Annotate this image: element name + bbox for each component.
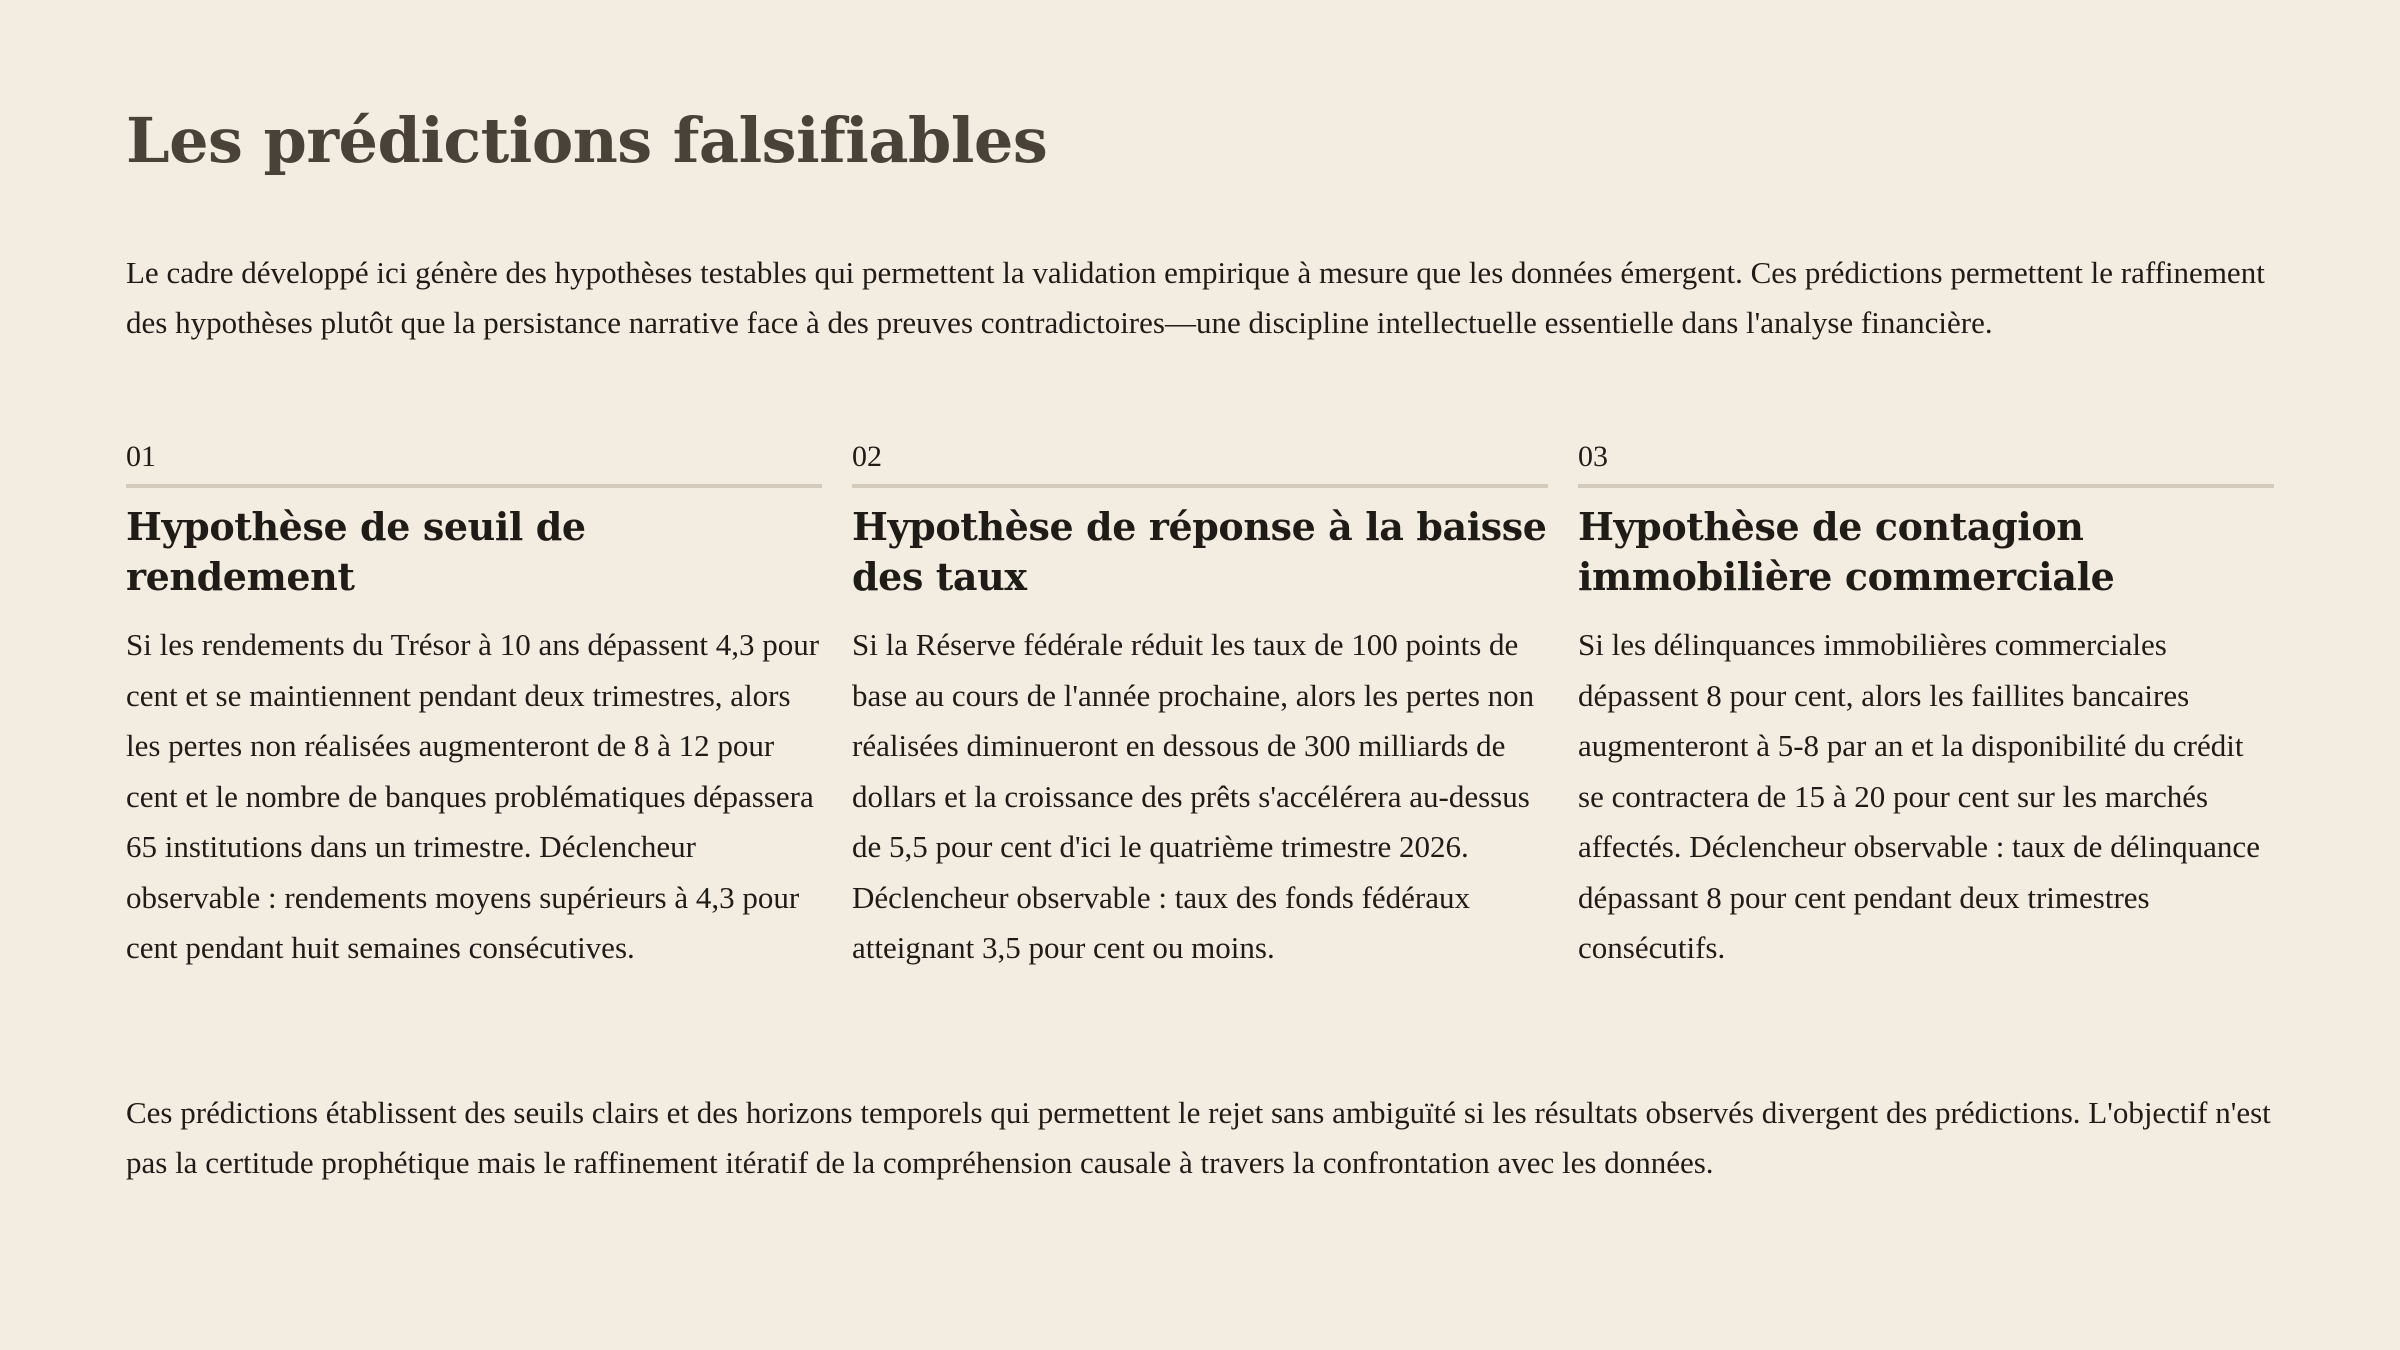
prediction-body: Si la Réserve fédérale réduit les taux de 100 points de base au cours de l'année prochaine, alors les pertes non réalisées diminueront en dessous de 300 milliards de dollars et la croissance des prêts s'accélérera au-dessus de 5,5 pour cent d'ici le quatrième trimestre 2026. Déclencheur observable : taux des fonds fédéraux atteignant 3,5 pour cent ou moins. xyxy=(852,627,1535,965)
prediction-body: Si les rendements du Trésor à 10 ans dépassent 4,3 pour cent et se maintiennent pendant deux trimestres, alors les pertes non réalisées augmenteront de 8 à 12 pour cent et le nombre de banques problématiques dépassera 65 institutions dans un trimestre. Déclencheur observable : rendements moyens supérieurs à 4,3 pour cent pendant huit semaines consécutives. xyxy=(126,627,820,965)
prediction-heading: Hypothèse de réponse à la baisse des taux xyxy=(852,504,1547,599)
prediction-number: 03 xyxy=(1578,433,2274,488)
prediction-heading: Hypothèse de contagion immobilière commerciale xyxy=(1578,504,2115,599)
prediction-body: Si les délinquances immobilières commerciales dépassent 8 pour cent, alors les faillites bancaires augmenteront à 5-8 par an et la disponibilité du crédit se contractera de 15 à 20 pour cent sur les marchés affectés. Déclencheur observable : taux de délinquance dépassant 8 pour cent pendant deux trimestres consécutifs. xyxy=(1578,627,2260,965)
prediction-heading: Hypothèse de seuil de rendement xyxy=(126,504,586,599)
conclusion-paragraph: Ces prédictions établissent des seuils clairs et des horizons temporels qui permettent le rejet sans ambiguïté si les résultats observés divergent des prédictions. L'objectif n'est pas la certitude prophétique mais le raffinement itératif de la compréhension causale à travers la confrontation avec les données. xyxy=(126,1095,2271,1180)
prediction-number: 02 xyxy=(852,433,1548,488)
prediction-card xyxy=(852,433,1548,974)
prediction-card xyxy=(126,433,822,974)
intro-paragraph: Le cadre développé ici génère des hypothèses testables qui permettent la validation empirique à mesure que les données émergent. Ces prédictions permettent le raffinement des hypothèses plutôt que la persistance narrative face à des preuves contradictoires—une discipline intellectuelle essentielle dans l'analyse financière. xyxy=(126,255,2265,340)
prediction-card xyxy=(1578,433,2274,974)
predictions-grid xyxy=(126,433,2274,974)
prediction-number: 01 xyxy=(126,433,822,488)
page-title: Les prédictions falsifiables xyxy=(126,104,1048,177)
